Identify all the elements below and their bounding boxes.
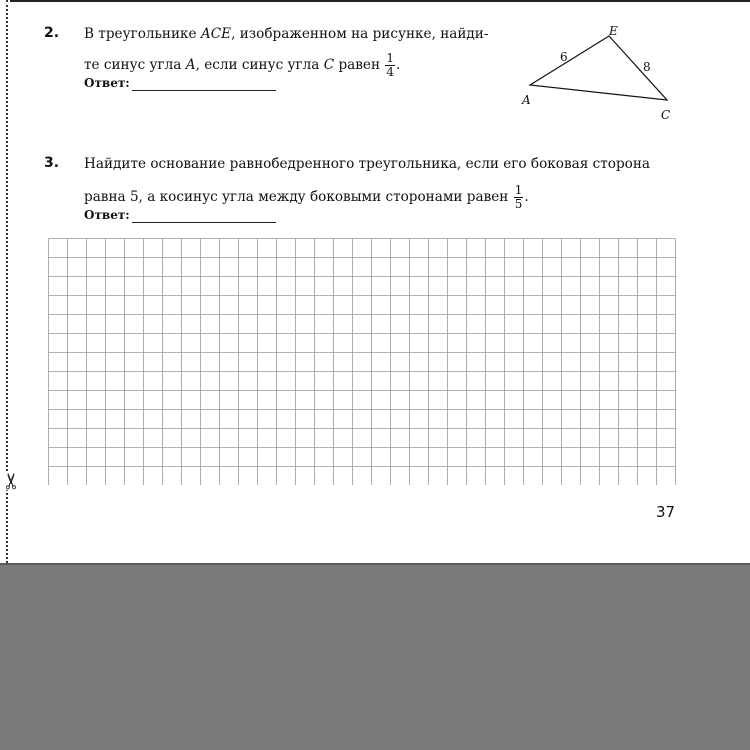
triangle-ace-figure [510,18,690,128]
problem-2-text: В треугольнике [84,26,201,42]
page-edge-shadow [0,563,750,565]
page-number: 37 [656,503,676,521]
problem-3-text: . [524,189,529,205]
problem-2-answer-field[interactable] [132,90,276,91]
problem-2-text: . [396,57,401,73]
side-ec-length: 8 [643,60,651,74]
problem-3-answer-label: Ответ: [84,208,130,222]
problem-3-text: равна 5, а косинус угла между боковыми сторонами равен [84,189,513,205]
problem-2-number: 2. [44,25,60,41]
top-border [10,0,750,2]
squared-grid-area[interactable] [48,238,676,485]
vertex-e-label: E [609,24,618,38]
fraction-one-quarter [385,52,395,79]
vertex-c-label: C [661,108,671,122]
fraction-denominator: 4 [386,65,394,79]
problem-2-text: те синус угла [84,57,186,73]
fraction-denominator: 5 [514,197,523,211]
problem-2-line-1 [84,26,488,42]
scissors-icon: ✂ [0,471,26,491]
problem-2-text: равен [334,57,385,73]
triangle-name: ACE [200,26,232,42]
problem-2-text: , изображенном на рисунке, найди- [231,26,489,42]
problem-3-line-2 [84,184,529,211]
problem-2-line-2 [84,52,400,79]
fraction-numerator: 1 [514,183,523,197]
problem-3-answer-field[interactable] [132,222,276,223]
angle-a-name: A [185,57,196,73]
angle-c-name: C [323,57,335,73]
vertex-a-label: A [522,93,531,107]
problem-3-number: 3. [44,155,60,171]
side-ae-length: 6 [560,50,568,64]
problem-2-text: , если синус угла [195,57,324,73]
problem-2-answer-label: Ответ: [84,76,130,90]
fraction-one-fifth [514,184,524,211]
problem-3-line-1: Найдите основание равнобедренного треугольника, если его боковая сторона [84,156,650,172]
fraction-numerator: 1 [386,51,394,65]
